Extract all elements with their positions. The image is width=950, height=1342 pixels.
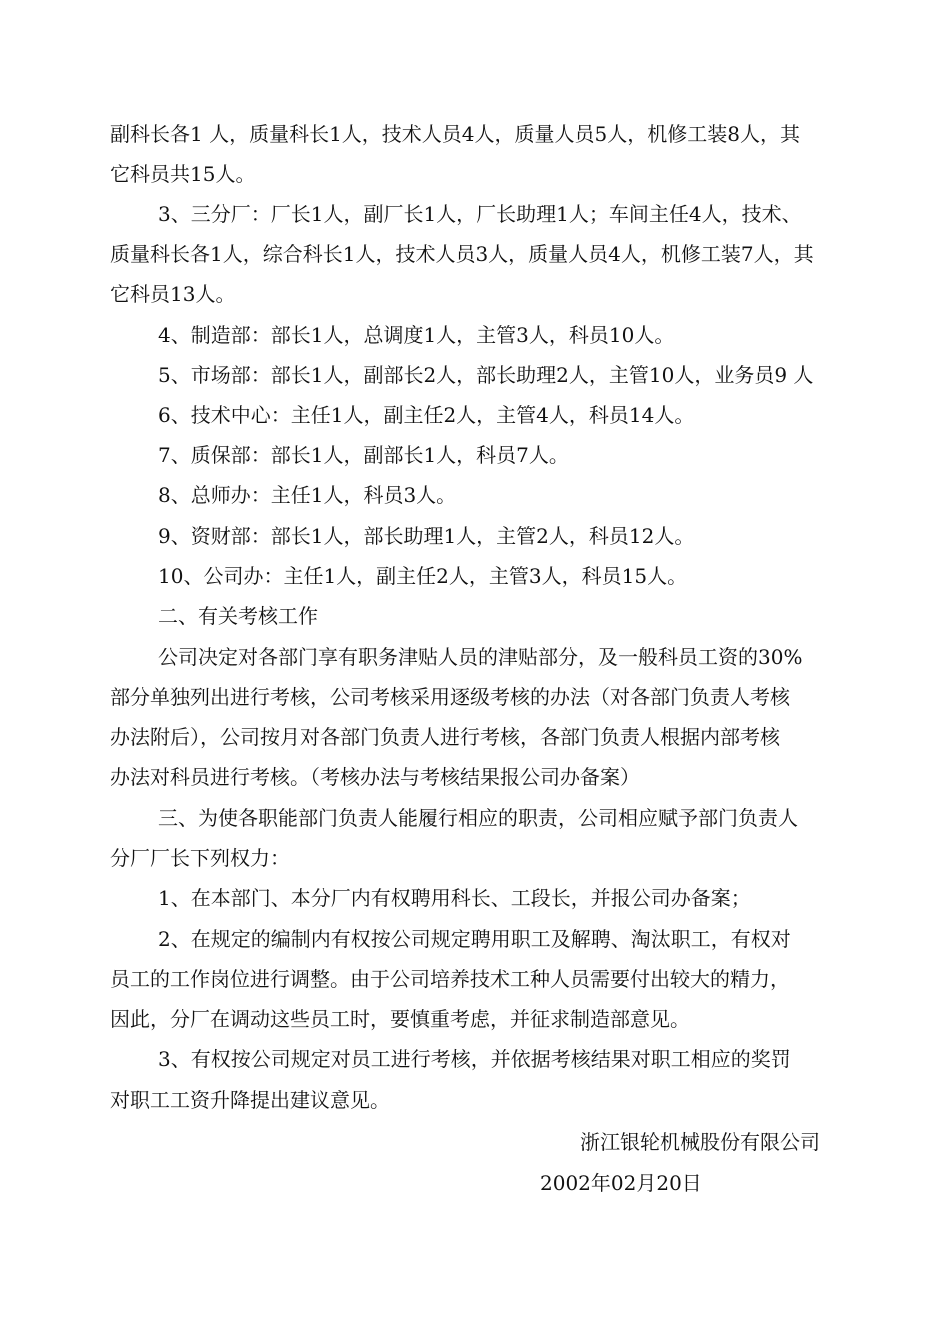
paragraph-line: 3、三分厂：厂长1人，副厂长1人，厂长助理1人；车间主任4人，技术、 <box>158 202 802 226</box>
paragraph-line: 办法附后），公司按月对各部门负责人进行考核，各部门负责人根据内部考核 <box>110 725 780 749</box>
paragraph-line: 6、技术中心：主任1人，副主任2人，主管4人，科员14人。 <box>158 403 695 427</box>
paragraph-line: 9、资财部：部长1人，部长助理1人，主管2人，科员12人。 <box>158 524 695 548</box>
paragraph-line: 分厂厂长下列权力： <box>110 846 290 870</box>
paragraph-line: 部分单独列出进行考核，公司考核采用逐级考核的办法（对各部门负责人考核 <box>110 685 790 709</box>
signature-date: 2002年02月20日 <box>540 1171 702 1195</box>
paragraph-line: 5、市场部：部长1人，副部长2人，部长助理2人，主管10人，业务员9 人 <box>158 363 814 387</box>
paragraph-line: 7、质保部：部长1人，副部长1人，科员7人。 <box>158 443 569 467</box>
paragraph-line: 质量科长各1人，综合科长1人，技术人员3人，质量人员4人，机修工装7人，其 <box>110 242 814 266</box>
paragraph-line: 副科长各1 人，质量科长1人，技术人员4人，质量人员5人，机修工装8人，其 <box>110 122 800 146</box>
paragraph-line: 8、总师办：主任1人，科员3人。 <box>158 483 457 507</box>
paragraph-line: 1、在本部门、本分厂内有权聘用科长、工段长，并报公司办备案； <box>158 886 751 910</box>
signature-company: 浙江银轮机械股份有限公司 <box>580 1130 820 1154</box>
paragraph-line: 10、公司办：主任1人，副主任2人，主管3人，科员15人。 <box>158 564 688 588</box>
paragraph-line: 公司决定对各部门享有职务津贴人员的津贴部分，及一般科员工资的30% <box>158 645 803 669</box>
paragraph-line: 4、制造部：部长1人，总调度1人，主管3人，科员10人。 <box>158 323 675 347</box>
paragraph-line: 员工的工作岗位进行调整。由于公司培养技术工种人员需要付出较大的精力， <box>110 967 790 991</box>
paragraph-line: 2、在规定的编制内有权按公司规定聘用职工及解聘、淘汰职工，有权对 <box>158 927 791 951</box>
paragraph-line: 它科员共15人。 <box>110 162 256 186</box>
section-heading: 二、有关考核工作 <box>158 604 318 628</box>
section-heading: 三、为使各职能部门负责人能履行相应的职责，公司相应赋予部门负责人 <box>158 806 798 830</box>
paragraph-line: 办法对科员进行考核。（考核办法与考核结果报公司办备案） <box>110 765 640 789</box>
paragraph-line: 3、有权按公司规定对员工进行考核，并依据考核结果对职工相应的奖罚 <box>158 1047 791 1071</box>
paragraph-line: 因此，分厂在调动这些员工时，要慎重考虑，并征求制造部意见。 <box>110 1007 690 1031</box>
paragraph-line: 它科员13人。 <box>110 282 236 306</box>
paragraph-line: 对职工工资升降提出建议意见。 <box>110 1088 390 1112</box>
